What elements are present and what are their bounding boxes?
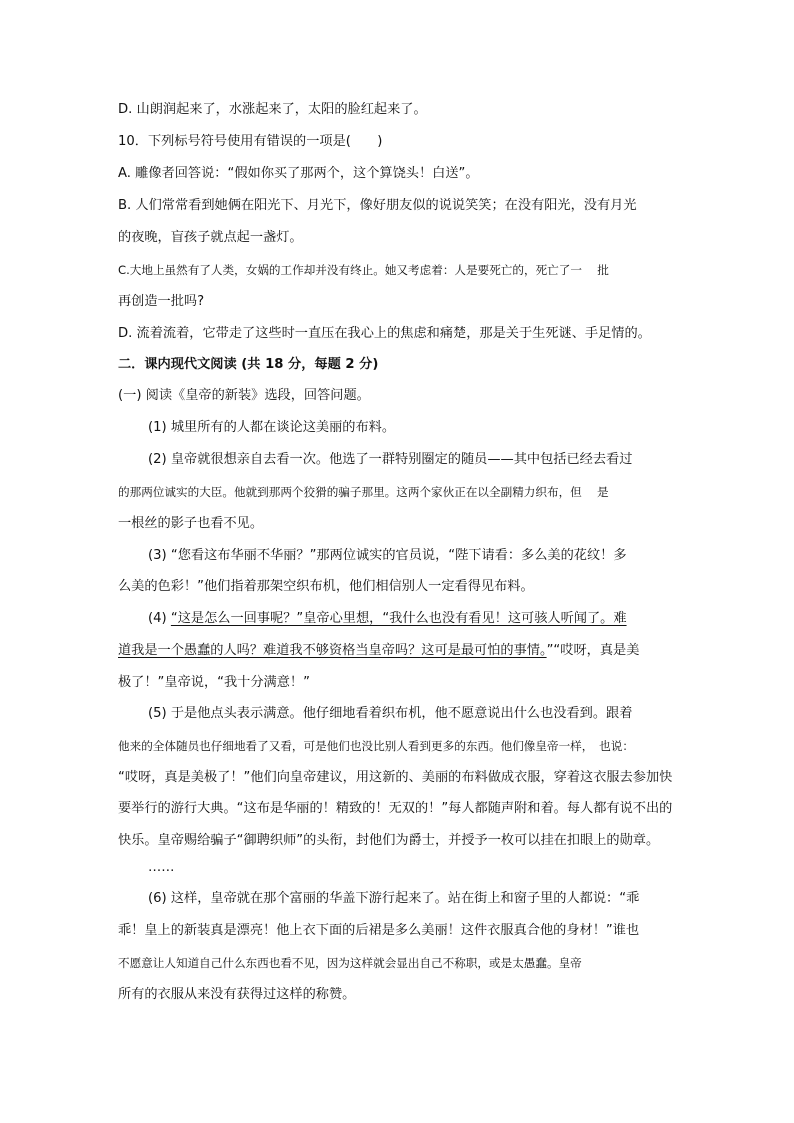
paragraph-4-line-2-tail: ”“哎呀，真是美 <box>546 643 640 658</box>
paragraph-6-line-2: 乖！皇上的新装真是漂亮！他上衣下面的后裙是多么美丽！这件衣服真合他的身材！”谁也 <box>118 923 640 938</box>
paragraph-2-line-3: 一根丝的影子也看不见。 <box>118 516 264 531</box>
paragraph-3-line-2: 么美的色彩！”他们指着那架空织布机，他们相信别人一定看得见布料。 <box>118 579 534 594</box>
paragraph-3: (3) “您看这布华丽不华丽？”那两位诚实的官员说，“陛下请看：多么美的花纹！多 <box>148 548 627 563</box>
paragraph-5: (5) 于是他点头表示满意。他仔细地看着织布机，他不愿意说出什么也没看到。跟着 <box>148 706 633 721</box>
option-b-q10-cont: 的夜晚，盲孩子就点起一盏灯。 <box>118 230 303 245</box>
paragraph-5-line-3: “哎呀，真是美极了！”他们向皇帝建议，用这新的、美丽的布料做成衣服，穿着这衣服去参加快 <box>118 770 673 785</box>
paragraph-6-line-4: 所有的衣服从来没有获得过这样的称赞。 <box>118 987 356 1002</box>
paragraph-5-line-4: 要举行的游行大典。“这布是华丽的！精致的！无双的！”每人都随声附和着。每人都有说不出的 <box>118 801 673 816</box>
paragraph-5-line-2: 他来的全体随员也仔细地看了又看，可是他们也没比别人看到更多的东西。他们像皇帝一样， 也说： <box>118 739 634 753</box>
paragraph-4-number: (4) <box>148 611 171 626</box>
option-a-q10: A. 雕像者回答说：“假如你买了那两个，这个算饶头！白送”。 <box>118 166 479 181</box>
paragraph-4-line-2 <box>118 642 639 660</box>
underlined-quote: “这是怎么一回事呢？”皇帝心里想，“我什么也没有看见！这可骇人听闻了。难 <box>170 611 627 626</box>
reading-instruction: (一) 阅读《皇帝的新装》选段，回答问题。 <box>118 388 370 403</box>
paragraph-4-line-3: 极了！”皇帝说，“我十分满意！” <box>118 675 310 690</box>
underlined-quote-cont: 道我是一个愚蠢的人吗？难道我不够资格当皇帝吗？这可是最可怕的事情。 <box>118 643 547 658</box>
option-b-q10: B. 人们常常看到她俩在阳光下、月光下，像好朋友似的说说笑笑；在没有阳光，没有月光 <box>118 198 637 213</box>
section-heading: 二．课内现代文阅读 (共 18 分，每题 2 分) <box>118 357 379 372</box>
question-10: 10．下列标号符号使用有错误的一项是( ) <box>118 134 383 149</box>
paragraph-6: (6) 这样，皇帝就在那个富丽的华盖下游行起来了。站在街上和窗子里的人都说：“乖 <box>148 891 640 906</box>
option-d-q10: D. 流着流着，它带走了这些时一直压在我心上的焦虑和痛楚，那是关于生死谜、手足情的。 <box>118 326 651 341</box>
option-c-q10: C.大地上虽然有了人类，女娲的工作却并没有终止。她又考虑着：人是要死亡的，死亡了一 批 <box>118 263 609 277</box>
paragraph-5-line-5: 快乐。皇帝赐给骗子“御聘织师”的头衔，封他们为爵士，并授予一枚可以挂在扣眼上的勋章。 <box>118 833 660 848</box>
paragraph-2-line-2: 的那两位诚实的大臣。他就到那两个狡猾的骗子那里。这两个家伙正在以全副精力织布，但 是 <box>118 485 609 499</box>
paragraph-4 <box>148 610 627 628</box>
paragraph-1: (1) 城里所有的人都在谈论这美丽的布料。 <box>148 420 396 435</box>
paragraph-6-line-3: 不愿意让人知道自己什么东西也看不见，因为这样就会显出自己不称职，或是太愚蠢。皇帝 <box>118 956 582 970</box>
paragraph-2: (2) 皇帝就很想亲自去看一次。他选了一群特别圈定的随员——其中包括已经去看过 <box>148 452 633 467</box>
ellipsis: …… <box>148 860 175 875</box>
option-c-q10-cont: 再创造一批吗? <box>118 294 205 309</box>
option-d-q9: D. 山朗润起来了，水涨起来了，太阳的脸红起来了。 <box>118 102 427 117</box>
